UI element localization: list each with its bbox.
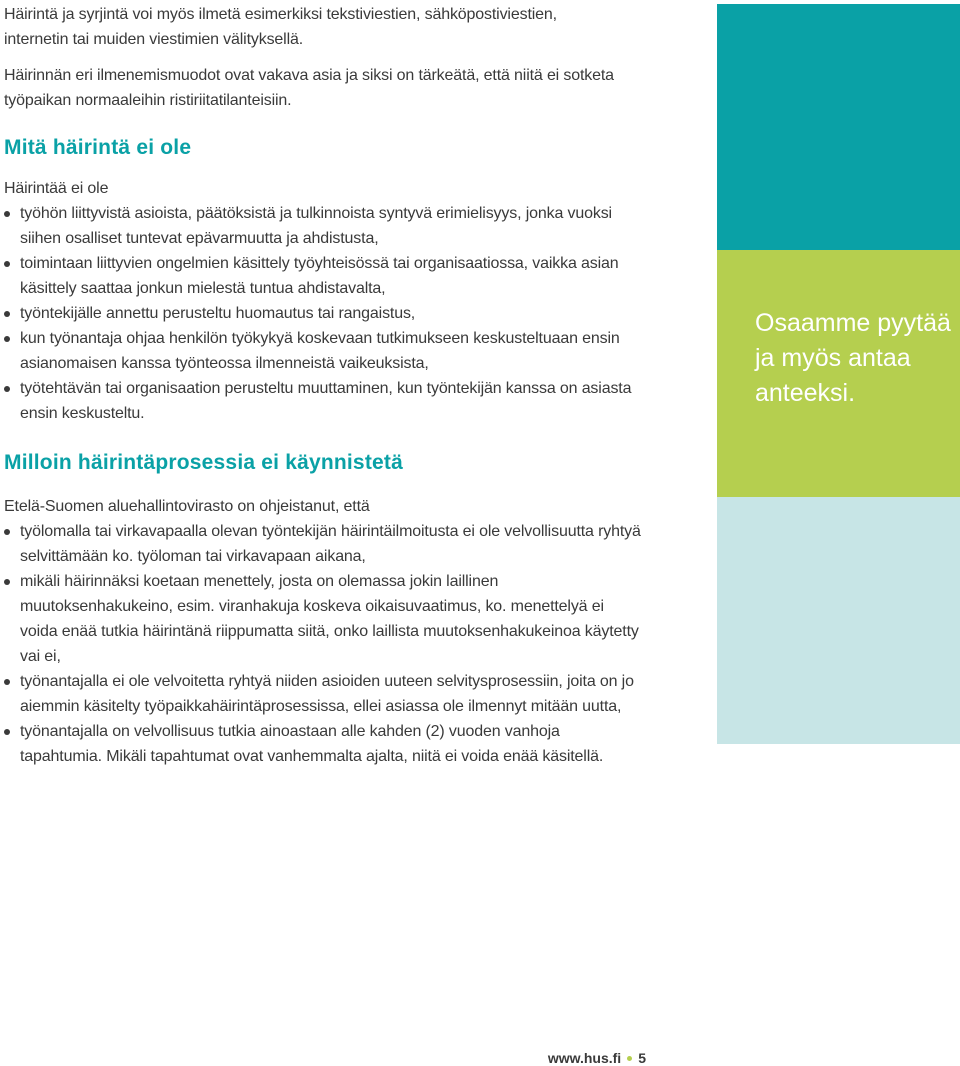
- sidebar-light-block: [717, 497, 960, 744]
- bullet-icon: [4, 261, 10, 267]
- footer-dot-icon: [627, 1056, 632, 1061]
- list-item-text: kun työnantaja ohjaa henkilön työkykyä koskevaan tutkimukseen keskusteltuaan ensin asianomaisen kanssa työnteossa ilmenneistä vaikeuksista,: [20, 330, 620, 372]
- list-item-text: työhön liittyvistä asioista, päätöksistä ja tulkinnoista syntyvä erimielisyys, jonka vuoksi siihen osalliset tuntevat epävarmuutta ja ahdistusta,: [20, 205, 612, 247]
- section1-intro: Häirintää ei ole: [4, 180, 109, 197]
- bullet-icon: [4, 336, 10, 342]
- section-heading-when-process-not-started: Milloin häirintäprosessia ei käynnistetä: [4, 451, 403, 474]
- list-item: [4, 569, 644, 669]
- list-item-text: työtehtävän tai organisaation perusteltu muuttaminen, kun työntekijän kanssa on asiasta ensin keskusteltu.: [20, 380, 632, 422]
- bullet-icon: [4, 579, 10, 585]
- section1-list: [4, 201, 644, 426]
- list-item: [4, 201, 644, 251]
- list-item: [4, 301, 644, 326]
- list-item: [4, 669, 644, 719]
- bullet-icon: [4, 386, 10, 392]
- bullet-icon: [4, 529, 10, 535]
- intro-paragraph-2: Häirinnän eri ilmenemismuodot ovat vakava asia ja siksi on tärkeätä, että niitä ei sotketa työpaikan normaaleihin ristiriitatilanteisiin.: [4, 67, 614, 109]
- list-item-text: mikäli häirinnäksi koetaan menettely, josta on olemassa jokin laillinen muutoksenhakukeino, esim. viranhakuja koskeva oikaisuvaatimus, ko. menettelyä ei voida enää tutkia häirintänä riippumatta siitä, onko laillista muutoksenhakukeinoa käytetty vai ei,: [20, 573, 639, 665]
- section2-list: [4, 519, 644, 769]
- intro-paragraph-1: Häirintä ja syrjintä voi myös ilmetä esimerkiksi tekstiviestien, sähköpostiviestien, internetin tai muiden viestimien välityksellä.: [4, 6, 557, 48]
- page-number: 5: [638, 1050, 646, 1066]
- bullet-icon: [4, 729, 10, 735]
- page-footer: [548, 1050, 646, 1066]
- section2-intro: Etelä-Suomen aluehallintovirasto on ohjeistanut, että: [4, 498, 370, 515]
- list-item-text: työlomalla tai virkavapaalla olevan työntekijän häirintäilmoitusta ei ole velvollisuutta ryhtyä selvittämään ko. työloman tai virkavapaan aikana,: [20, 523, 641, 565]
- list-item: [4, 326, 644, 376]
- bullet-icon: [4, 211, 10, 217]
- section-heading-what-is-not-harassment: Mitä häirintä ei ole: [4, 136, 192, 159]
- bullet-icon: [4, 311, 10, 317]
- list-item: [4, 251, 644, 301]
- bullet-icon: [4, 679, 10, 685]
- list-item-text: työnantajalla ei ole velvoitetta ryhtyä niiden asioiden uuteen selvitysprosessiin, joita on jo aiemmin käsitelty työpaikkahäirintäprosessissa, ellei asiassa ole ilmennyt mitään uutta,: [20, 673, 634, 715]
- list-item-text: toimintaan liittyvien ongelmien käsittely työyhteisössä tai organisaatiossa, vaikka asian käsittely saattaa jonkun mielestä tuntua ahdistavalta,: [20, 255, 619, 297]
- list-item-text: työnantajalla on velvollisuus tutkia ainoastaan alle kahden (2) vuoden vanhoja tapahtumia. Mikäli tapahtumat ovat vanhemmalta ajalta, niitä ei voida enää käsitellä.: [20, 723, 604, 765]
- footer-site: www.hus.fi: [547, 1050, 622, 1066]
- list-item: [4, 376, 644, 426]
- sidebar-quote: Osaamme pyytää ja myös antaa anteeksi.: [755, 309, 951, 407]
- sidebar-green-block: [717, 250, 960, 497]
- list-item: [4, 519, 644, 569]
- sidebar-teal-block: [717, 4, 960, 250]
- list-item: [4, 719, 644, 769]
- list-item-text: työntekijälle annettu perusteltu huomautus tai rangaistus,: [20, 305, 416, 322]
